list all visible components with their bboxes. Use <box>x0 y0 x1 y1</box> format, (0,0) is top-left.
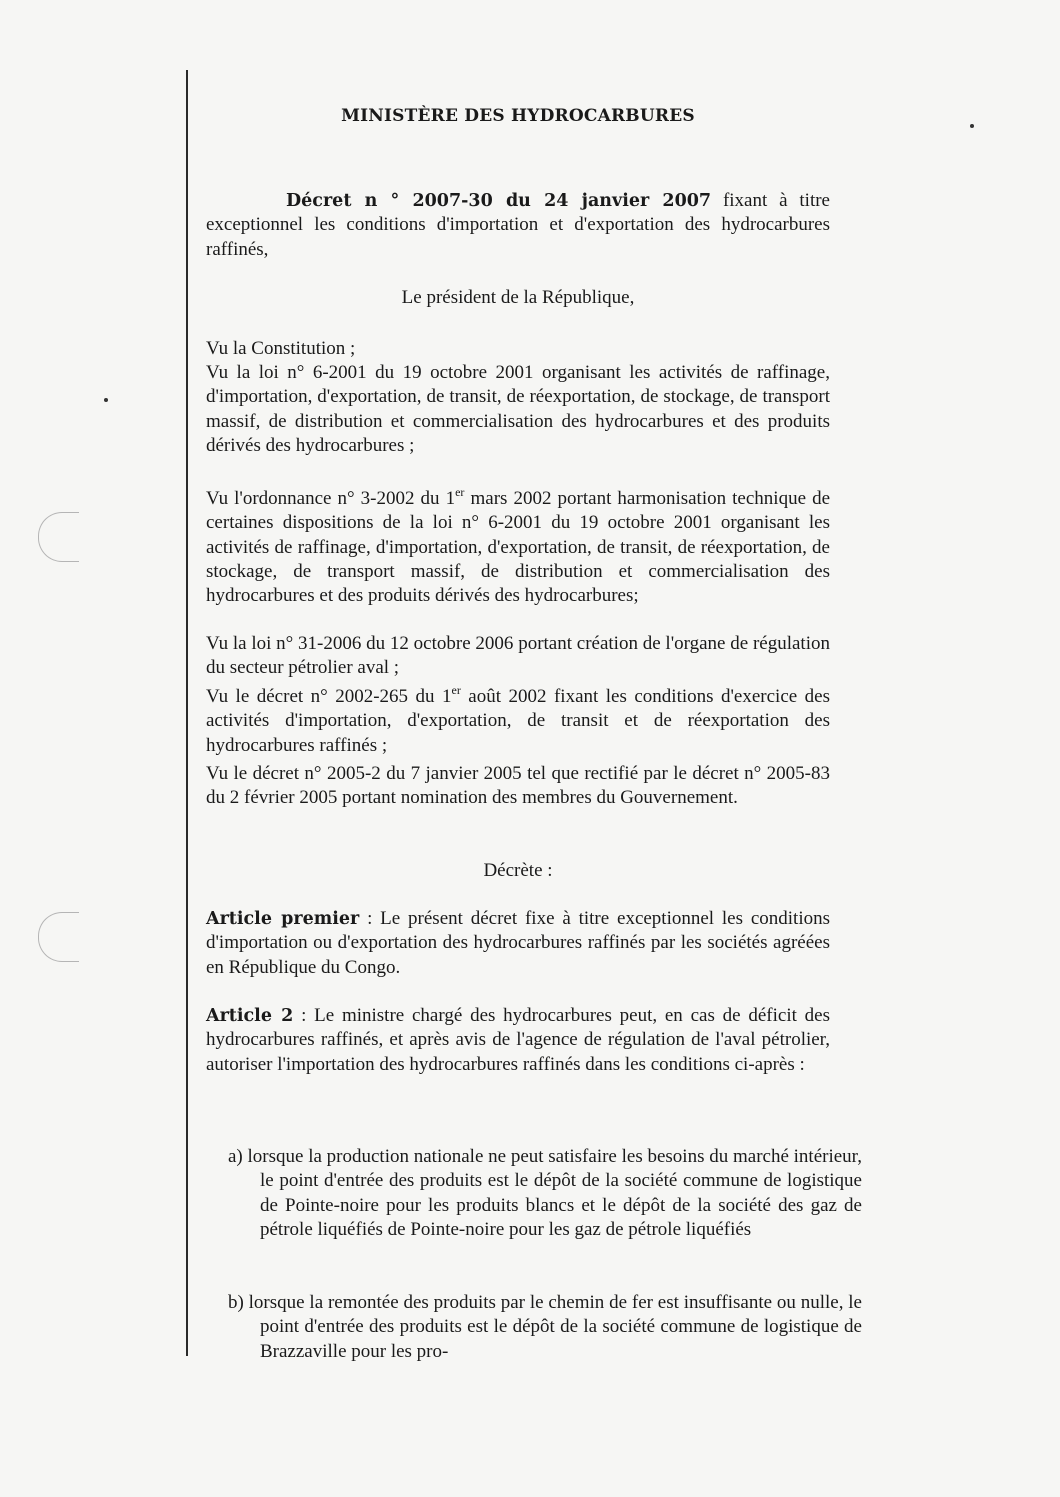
decree-object: fixant à titre exceptionnel les conditions d'importation et d'exportation des hydrocarbures raffinés, <box>206 190 830 260</box>
visa-law-31-2006: Vu la loi n° 31-2006 du 12 octobre 2006 portant création de l'organe de régulation du secteur pétrolier aval ; <box>206 633 830 679</box>
visa-law-6-2001: Vu la loi n° 6-2001 du 19 octobre 2001 organisant les activités de raffinage, d'importation, d'exportation, de transit, de réexportation, de stockage, de transport massif, de distribution et commercialisation des hydrocarbures et des produits dérivés des hydrocarbures ; <box>206 362 830 456</box>
president-line: Le président de la République, <box>401 287 635 308</box>
visa-ordonnance-3-2002: Vu l'ordonnance n° 3-2002 du 1er mars 2002 portant harmonisation technique de certaines dispositions de la loi n° 6-2001 du 19 octobre 2001 organisant les activités de raffinage, d'importation, d'exportation, de transit, de réexportation, de stockage, de transport massif, de distribution et commercialisation des hydrocarbures et des produits dérivés des hydrocarbures; <box>206 485 830 607</box>
decrete-line: Décrète : <box>483 860 553 881</box>
speck <box>104 398 108 402</box>
article-label: Article premier <box>206 909 360 929</box>
speck <box>970 124 974 128</box>
article-label: Article 2 <box>206 1006 294 1026</box>
article-premier: Article premier : Le présent décret fixe à titre exceptionnel les conditions d'importation ou d'exportation des hydrocarbures raffinés par les sociétés agréées en République du Congo. <box>206 908 830 978</box>
margin-rule <box>186 70 188 1356</box>
visa-decree-2005-2: Vu le décret n° 2005-2 du 7 janvier 2005 tel que rectifié par le décret n° 2005-83 du 2 février 2005 portant nomination des membres du Gouvernement. <box>206 763 830 809</box>
list-item-a: a) lorsque la production nationale ne peut satisfaire les besoins du marché intérieur, le point d'entrée des produits est le dépôt de la société commune de logistique de Pointe-noire pour les produits blancs et le dépôt de la société des gaz de pétrole liquéfiés de Pointe-noire pour les gaz de pétrole liquéfiés <box>228 1146 862 1240</box>
list-item-b: b) lorsque la remontée des produits par le chemin de fer est insuffisante ou nulle, le point d'entrée des produits est le dépôt de la société commune de logistique de Brazzaville pour les pro- <box>228 1292 862 1362</box>
article-2: Article 2 : Le ministre chargé des hydrocarbures peut, en cas de déficit des hydrocarbures raffinés, et après avis de l'agence de régulation de l'aval pétrolier, autoriser l'importation des hydrocarbures raffinés dans les conditions ci-après : <box>206 1005 830 1075</box>
decree-number: Décret n ° 2007-30 du 24 janvier 2007 <box>286 191 712 211</box>
decree-heading <box>206 189 830 262</box>
visa-constitution: Vu la Constitution ; <box>206 338 356 359</box>
visa-decree-2002-265: Vu le décret n° 2002-265 du 1er août 2002 fixant les conditions d'exercice des activités d'importation, d'exportation, de transit et de réexportation des hydrocarbures raffinés ; <box>206 683 830 756</box>
binder-hole-mark <box>38 512 79 562</box>
ministry-title: MINISTÈRE DES HYDROCARBURES <box>341 106 695 126</box>
binder-hole-mark <box>38 912 79 962</box>
